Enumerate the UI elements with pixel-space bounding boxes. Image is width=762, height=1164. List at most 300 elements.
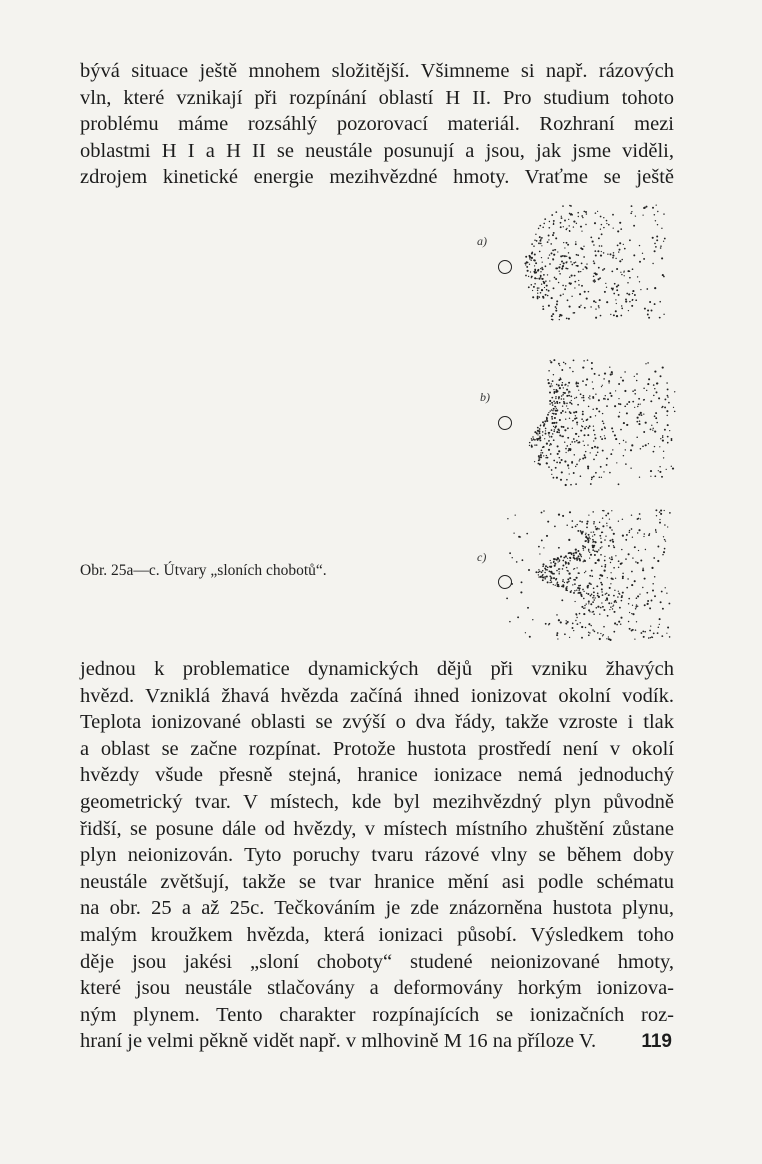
stipple-dot	[592, 601, 594, 603]
stipple-dot	[537, 427, 539, 429]
stipple-dot	[611, 427, 613, 429]
stipple-dot	[546, 462, 548, 464]
stipple-dot	[655, 246, 657, 248]
stipple-dot	[652, 207, 654, 209]
stipple-dot	[526, 266, 528, 268]
stipple-dot	[646, 592, 648, 594]
stipple-dot	[593, 613, 595, 615]
stipple-dot	[640, 289, 641, 290]
stipple-dot	[603, 252, 605, 254]
stipple-dot	[563, 560, 564, 561]
stipple-dot	[648, 443, 649, 444]
stipple-dot	[552, 250, 554, 252]
stipple-dot	[549, 385, 551, 387]
text-line: na obr. 25 a až 25c. Tečkováním je zde znázorněna hustota plynu,	[80, 897, 674, 920]
stipple-dot	[664, 429, 666, 431]
stipple-dot	[601, 588, 603, 590]
stipple-dot	[654, 595, 656, 597]
stipple-dot	[663, 451, 664, 452]
stipple-dot	[610, 606, 612, 608]
stipple-dot	[542, 431, 544, 433]
stipple-dot	[609, 518, 610, 519]
stipple-dot	[618, 560, 620, 562]
stipple-dot	[664, 510, 665, 511]
stipple-dot	[621, 259, 623, 261]
stipple-dot	[606, 638, 607, 639]
stipple-dot	[587, 467, 589, 469]
stipple-dot	[582, 531, 584, 533]
stipple-dot	[633, 254, 635, 256]
stipple-dot	[548, 412, 549, 413]
stipple-dot	[588, 601, 590, 603]
stipple-dot	[645, 363, 646, 364]
stipple-dot	[625, 539, 627, 541]
stipple-dot	[566, 586, 568, 588]
stipple-dot	[538, 457, 540, 459]
stipple-dot	[638, 423, 640, 425]
stipple-dot	[553, 287, 555, 289]
stipple-dot	[582, 217, 583, 218]
stipple-dot	[552, 433, 554, 435]
stipple-dot	[642, 445, 644, 447]
stipple-dot	[601, 602, 602, 603]
stipple-dot	[536, 240, 538, 242]
stipple-dot	[558, 396, 560, 398]
stipple-dot	[662, 435, 663, 436]
stipple-dot	[539, 553, 540, 554]
stipple-dot	[621, 308, 623, 310]
stipple-dot	[566, 403, 568, 405]
stipple-dot	[553, 359, 555, 361]
stipple-dot	[555, 306, 557, 308]
stipple-dot	[546, 285, 548, 287]
stipple-dot	[632, 557, 633, 558]
stipple-dot	[583, 400, 585, 402]
stipple-dot	[579, 520, 581, 522]
stipple-dot	[580, 430, 582, 432]
stipple-dot	[589, 416, 591, 418]
stipple-dot	[636, 421, 638, 423]
stipple-dot	[553, 426, 554, 427]
stipple-dot	[552, 404, 554, 406]
stipple-dot	[561, 398, 563, 400]
stipple-dot	[583, 395, 585, 397]
stipple-dot	[553, 477, 555, 479]
stipple-dot	[581, 626, 583, 628]
stipple-dot	[610, 562, 611, 563]
stipple-dot	[542, 435, 543, 436]
stipple-dot	[649, 607, 651, 609]
stipple-dot	[574, 454, 575, 455]
stipple-dot	[637, 595, 639, 597]
stipple-dot	[525, 264, 526, 265]
stipple-dot	[640, 518, 641, 519]
stipple-dot	[537, 439, 539, 441]
stipple-dot	[660, 509, 662, 511]
stipple-dot	[630, 449, 632, 451]
stipple-dot	[574, 568, 575, 569]
stipple-dot	[628, 598, 630, 600]
stipple-dot	[569, 473, 570, 474]
stipple-dot	[554, 429, 555, 430]
stipple-dot	[625, 441, 626, 442]
stipple-dot	[644, 604, 646, 606]
stipple-dot	[548, 382, 550, 384]
stipple-dot	[555, 585, 556, 586]
stipple-dot	[638, 529, 640, 531]
stipple-dot	[590, 483, 592, 485]
stipple-dot	[588, 536, 590, 538]
stipple-dot	[649, 533, 650, 534]
stipple-dot	[564, 255, 566, 257]
stipple-dot	[559, 430, 560, 431]
stipple-dot	[577, 404, 579, 406]
stipple-dot	[575, 415, 576, 416]
stipple-dot	[569, 391, 570, 392]
stipple-dot	[626, 534, 628, 536]
stipple-dot	[549, 263, 551, 265]
stipple-dot	[578, 436, 579, 437]
stipple-dot	[538, 569, 539, 570]
stipple-dot	[566, 581, 568, 583]
stipple-dot	[530, 271, 531, 272]
stipple-dot	[585, 627, 586, 628]
stipple-dot	[659, 471, 661, 473]
stipple-dot	[631, 444, 633, 446]
stipple-dot	[559, 271, 560, 272]
stipple-dot	[569, 511, 571, 513]
stipple-dot	[650, 429, 652, 431]
stipple-dot	[584, 572, 585, 573]
stipple-dot	[556, 300, 558, 302]
stipple-dot	[614, 434, 616, 436]
stipple-dot	[642, 214, 643, 215]
stipple-dot	[550, 571, 552, 573]
stipple-dot	[622, 535, 624, 537]
stipple-dot	[539, 428, 541, 430]
stipple-dot	[543, 547, 544, 548]
stipple-dot	[541, 539, 543, 541]
stipple-dot	[648, 378, 650, 380]
stipple-dot	[664, 406, 666, 408]
stipple-dot	[544, 438, 545, 439]
stipple-dot	[589, 538, 590, 539]
stipple-dot	[531, 439, 533, 441]
stipple-dot	[661, 228, 662, 229]
stipple-dot	[588, 623, 590, 625]
stipple-dot	[622, 573, 623, 574]
stipple-dot	[604, 291, 606, 293]
stipple-dot	[635, 629, 637, 631]
stipple-dot	[565, 285, 567, 287]
stipple-dot	[568, 573, 570, 575]
stipple-dot	[532, 296, 534, 298]
stipple-dot	[547, 241, 549, 243]
stipple-dot	[564, 392, 566, 394]
stipple-dot	[602, 525, 604, 527]
stipple-dot	[647, 362, 649, 364]
stipple-dot	[586, 426, 587, 427]
stipple-dot	[613, 252, 614, 253]
stipple-dot	[642, 568, 643, 569]
text-line: oblastmi H I a H II se neustále posunují a jsou, jak jsme viděli,	[80, 139, 674, 162]
stipple-dot	[568, 552, 570, 554]
stipple-dot	[598, 237, 600, 239]
stipple-dot	[616, 624, 618, 626]
stipple-dot	[587, 520, 589, 522]
stipple-dot	[551, 566, 552, 567]
stipple-dot	[616, 303, 617, 304]
stipple-dot	[574, 281, 576, 283]
stipple-dot	[559, 402, 561, 404]
stipple-dot	[572, 627, 574, 629]
stipple-dot	[611, 271, 613, 273]
stipple-dot	[643, 431, 645, 433]
stipple-dot	[628, 621, 630, 623]
stipple-dot	[593, 260, 595, 262]
stipple-dot	[614, 283, 616, 285]
stipple-dot	[551, 409, 552, 410]
stipple-dot	[581, 397, 582, 398]
stipple-dot	[582, 458, 584, 460]
stipple-dot	[562, 586, 564, 588]
stipple-dot	[571, 403, 572, 404]
stipple-dot	[575, 433, 577, 435]
stipple-dot	[542, 563, 544, 565]
stipple-dot	[627, 282, 629, 284]
stipple-dot	[650, 470, 652, 472]
stipple-dot	[614, 405, 616, 407]
stipple-dot	[562, 255, 564, 257]
stipple-dot	[609, 392, 611, 394]
stipple-dot	[609, 367, 610, 368]
stipple-dot	[506, 598, 508, 600]
stipple-dot	[583, 598, 585, 600]
stipple-dot	[590, 306, 591, 307]
stipple-dot	[564, 429, 566, 431]
text-line: geometrický tvar. V místech, kde byl mezihvězdný plyn původně	[80, 790, 674, 813]
stipple-dot	[528, 276, 529, 277]
stipple-dot	[586, 603, 587, 604]
stipple-dot	[618, 251, 619, 252]
stipple-dot	[547, 379, 549, 381]
stipple-dot	[588, 397, 589, 398]
stipple-dot	[566, 389, 568, 391]
stipple-dot	[576, 524, 577, 525]
stipple-dot	[604, 539, 606, 541]
stipple-dot	[612, 373, 614, 375]
stipple-dot	[664, 524, 666, 526]
stipple-dot	[549, 280, 550, 281]
stipple-dot	[549, 582, 550, 583]
stipple-dot	[616, 268, 618, 270]
stipple-dot	[595, 212, 597, 214]
stipple-dot	[543, 282, 545, 284]
stipple-dot	[591, 447, 593, 449]
stipple-dot	[593, 476, 595, 478]
stipple-dot	[669, 430, 670, 431]
stipple-dot	[654, 214, 656, 216]
stipple-dot	[574, 398, 575, 399]
stipple-dot	[660, 245, 662, 247]
stipple-dot	[618, 621, 620, 623]
stipple-dot	[611, 603, 612, 604]
stipple-dot	[567, 408, 568, 409]
stipple-dot	[655, 530, 656, 531]
stipple-dot	[624, 275, 625, 276]
stipple-dot	[598, 307, 599, 308]
stipple-dot	[568, 382, 570, 384]
stipple-dot	[654, 415, 656, 417]
stipple-dot	[560, 556, 562, 558]
stipple-dot	[537, 296, 539, 298]
stipple-dot	[634, 580, 636, 582]
stipple-dot	[555, 211, 557, 213]
stipple-dot	[548, 434, 549, 435]
stipple-dot	[594, 434, 596, 436]
stipple-dot	[541, 278, 542, 279]
stipple-dot	[565, 555, 567, 557]
stipple-dot	[583, 434, 585, 436]
stipple-dot	[568, 392, 569, 393]
stipple-dot	[558, 432, 560, 434]
stipple-dot	[589, 395, 591, 397]
stipple-dot	[625, 463, 627, 465]
stipple-dot	[606, 464, 608, 466]
stipple-dot	[566, 228, 567, 229]
stipple-dot	[539, 432, 541, 434]
stipple-dot	[612, 255, 614, 257]
stipple-dot	[553, 460, 555, 462]
stipple-dot	[663, 314, 664, 315]
gas-density-dots-b	[505, 360, 675, 485]
stipple-dot	[537, 463, 539, 465]
stipple-dot	[576, 559, 578, 561]
stipple-dot	[585, 571, 586, 572]
stipple-dot	[622, 592, 624, 594]
stipple-dot	[618, 294, 620, 296]
stipple-dot	[545, 565, 547, 567]
stipple-dot	[616, 601, 617, 602]
stipple-dot	[559, 559, 561, 561]
stipple-dot	[601, 386, 602, 387]
stipple-dot	[546, 535, 548, 537]
stipple-dot	[654, 287, 656, 289]
stipple-dot	[550, 560, 551, 561]
stipple-dot	[621, 562, 623, 564]
stipple-dot	[630, 212, 632, 214]
stipple-dot	[574, 601, 575, 602]
stipple-dot	[671, 439, 673, 441]
stipple-dot	[531, 251, 533, 253]
stipple-dot	[578, 284, 580, 286]
stipple-dot	[584, 456, 586, 458]
stipple-dot	[599, 522, 600, 523]
stipple-dot	[592, 542, 593, 543]
stipple-dot	[546, 417, 548, 419]
stipple-dot	[544, 420, 546, 422]
stipple-dot	[603, 471, 604, 472]
stipple-dot	[629, 612, 630, 613]
stipple-dot	[663, 213, 664, 214]
stipple-dot	[589, 632, 590, 633]
stipple-dot	[564, 633, 566, 635]
stipple-dot	[559, 316, 561, 318]
stipple-dot	[577, 530, 579, 532]
stipple-dot	[556, 477, 558, 479]
stipple-dot	[631, 205, 633, 207]
stipple-dot	[658, 470, 659, 471]
stipple-dot	[542, 268, 544, 270]
stipple-dot	[580, 594, 582, 596]
stipple-dot	[647, 603, 649, 605]
stipple-dot	[560, 479, 562, 481]
stipple-dot	[597, 595, 598, 596]
stipple-dot	[638, 404, 640, 406]
stipple-dot	[643, 399, 644, 400]
stipple-dot	[593, 426, 594, 427]
stipple-dot	[606, 523, 607, 524]
stipple-dot	[558, 282, 560, 284]
stipple-dot	[556, 303, 558, 305]
stipple-dot	[610, 572, 611, 573]
stipple-dot	[546, 443, 548, 445]
stipple-dot	[672, 468, 674, 470]
stipple-dot	[629, 530, 631, 532]
stipple-dot	[534, 277, 536, 279]
stipple-dot	[542, 452, 544, 454]
stipple-dot	[571, 400, 572, 401]
stipple-dot	[594, 373, 596, 375]
stipple-dot	[616, 286, 618, 288]
stipple-dot	[537, 287, 538, 288]
stipple-dot	[552, 234, 554, 236]
stipple-dot	[566, 242, 568, 244]
stipple-dot	[560, 377, 561, 378]
stipple-dot	[593, 440, 594, 441]
stipple-dot	[562, 568, 564, 570]
stipple-dot	[666, 469, 667, 470]
stipple-dot	[538, 287, 539, 288]
stipple-dot	[595, 254, 597, 256]
stipple-dot	[581, 606, 583, 608]
stipple-dot	[580, 530, 582, 532]
stipple-dot	[589, 611, 590, 612]
stipple-dot	[646, 288, 648, 290]
stipple-dot	[590, 625, 591, 626]
stipple-dot	[651, 425, 652, 426]
stipple-dot	[563, 426, 565, 428]
stipple-dot	[645, 422, 647, 424]
stipple-dot	[551, 315, 553, 317]
stipple-dot	[611, 371, 613, 373]
stipple-dot	[561, 471, 563, 473]
stipple-dot	[542, 306, 544, 308]
stipple-dot	[541, 571, 543, 573]
stipple-dot	[538, 278, 540, 280]
stipple-dot	[624, 405, 626, 407]
stipple-dot	[605, 600, 606, 601]
stipple-dot	[592, 396, 594, 398]
stipple-dot	[557, 402, 559, 404]
stipple-dot	[557, 558, 559, 560]
stipple-dot	[609, 557, 610, 558]
stipple-dot	[631, 571, 633, 573]
stipple-dot	[602, 594, 604, 596]
stipple-dot	[663, 241, 664, 242]
stipple-dot	[555, 237, 557, 239]
stipple-dot	[546, 289, 548, 291]
